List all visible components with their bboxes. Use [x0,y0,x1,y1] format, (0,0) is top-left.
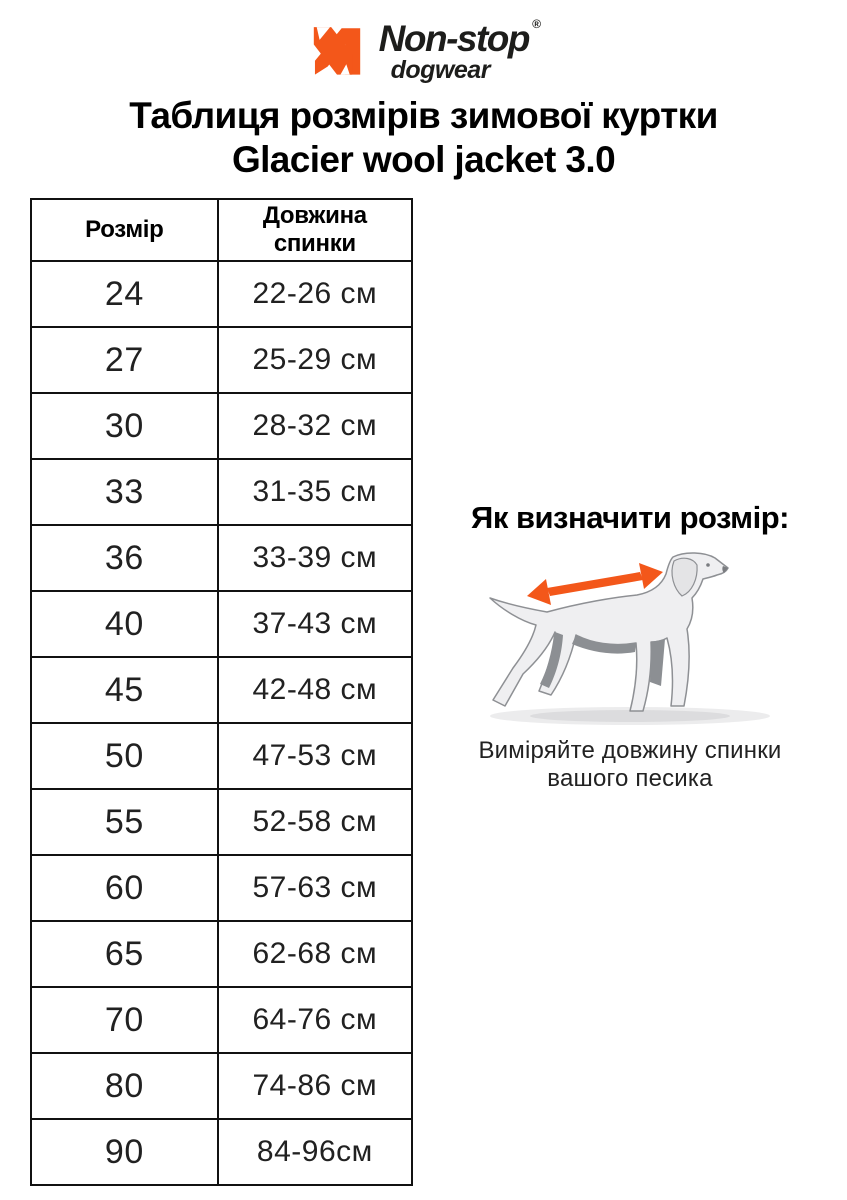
size-cell: 55 [31,789,218,855]
size-cell: 40 [31,591,218,657]
back-length-cell: 57-63 см [218,855,412,921]
table-row [31,1119,412,1185]
size-cell: 30 [31,393,218,459]
table-row [31,921,412,987]
dog-side-illustration [465,548,795,728]
back-length-cell: 37-43 см [218,591,412,657]
back-length-cell: 33-39 см [218,525,412,591]
back-length-cell: 31-35 см [218,459,412,525]
size-table [30,198,413,1186]
page-title-line2: Glacier wool jacket 3.0 [231,139,616,181]
nonstop-logo-icon [308,14,366,82]
back-length-cell: 47-53 см [218,723,412,789]
measure-guide [423,500,837,794]
guide-caption: Виміряйте довжину спинки вашого песика [478,737,782,793]
table-row [31,723,412,789]
table-row [31,459,412,525]
brand-name [378,17,540,59]
back-length-cell: 22-26 см [218,261,412,327]
back-length-cell: 42-48 см [218,657,412,723]
back-length-cell: 74-86 см [218,1053,412,1119]
table-row [31,261,412,327]
table-row [31,789,412,855]
size-cell: 24 [31,261,218,327]
dog-eye [706,563,710,567]
table-row [31,1053,412,1119]
size-cell: 80 [31,1053,218,1119]
back-length-cell: 84-96см [218,1119,412,1185]
back-length-cell: 25-29 см [218,327,412,393]
table-row [31,525,412,591]
page-title [0,94,847,183]
registered-mark: ® [532,17,540,31]
table-row [31,987,412,1053]
size-cell: 33 [31,459,218,525]
table-row [31,591,412,657]
size-cell: 27 [31,327,218,393]
size-cell: 90 [31,1119,218,1185]
size-cell: 60 [31,855,218,921]
dog-illustration [423,548,837,733]
size-cell: 50 [31,723,218,789]
back-length-cell: 28-32 см [218,393,412,459]
back-length-cell: 52-58 см [218,789,412,855]
size-cell: 70 [31,987,218,1053]
table-row [31,657,412,723]
table-row [31,327,412,393]
size-table-header-row [31,199,412,261]
size-cell: 36 [31,525,218,591]
brand-wordmark [378,17,540,84]
column-header-size: Розмір [31,199,218,261]
table-row [31,855,412,921]
size-table-body [31,261,412,1185]
column-header-back-length: Довжина спинки [218,199,412,261]
brand-logo [0,14,847,83]
brand-name-text: Non-stop [378,18,529,59]
page-title-line1: Таблиця розмірів зимової куртки [129,95,718,136]
back-length-cell: 62-68 см [218,921,412,987]
guide-heading: Як визначити розмір: [471,500,789,535]
table-row [31,393,412,459]
size-cell: 65 [31,921,218,987]
size-cell: 45 [31,657,218,723]
sub-brand-name: dogwear [390,56,490,84]
back-length-cell: 64-76 см [218,987,412,1053]
